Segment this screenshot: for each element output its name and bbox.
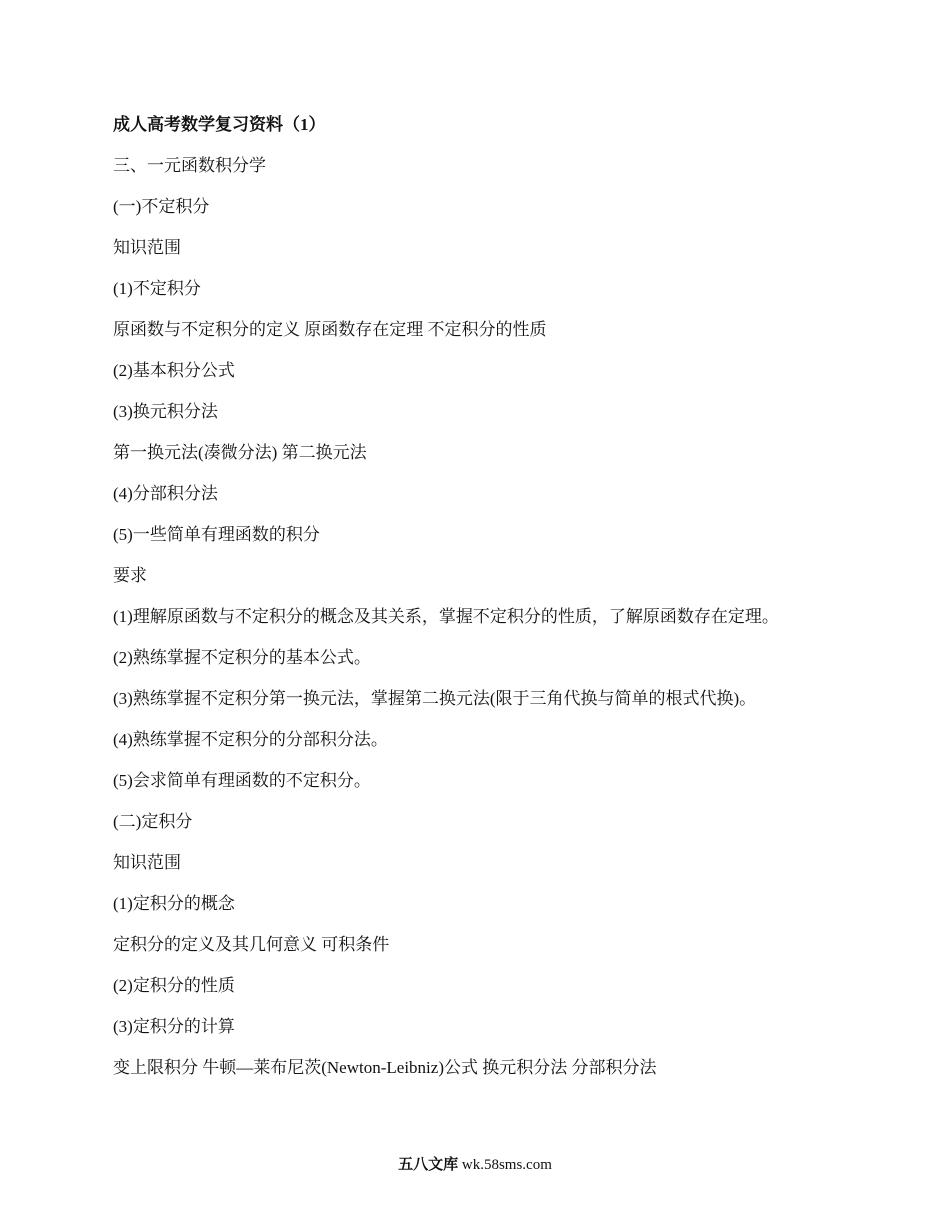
text-line: 变上限积分 牛顿—莱布尼茨(Newton-Leibniz)公式 换元积分法 分部积分法 <box>113 1058 657 1077</box>
text-line: (1)定积分的概念 <box>113 894 235 913</box>
text-line: 第一换元法(凑微分法) 第二换元法 <box>113 443 367 462</box>
footer-brand: 五八文库 <box>398 1157 459 1173</box>
section-heading: 三、一元函数积分学 <box>113 156 266 175</box>
subsection-heading: (二)定积分 <box>113 812 193 831</box>
text-line: 知识范围 <box>113 853 181 872</box>
text-line: 要求 <box>113 566 147 585</box>
subsection-heading: (一)不定积分 <box>113 197 210 216</box>
text-line: 定积分的定义及其几何意义 可积条件 <box>113 935 390 954</box>
text-line: (2)定积分的性质 <box>113 976 235 995</box>
text-line: (3)换元积分法 <box>113 402 218 421</box>
text-line: (3)熟练掌握不定积分第一换元法，掌握第二换元法(限于三角代换与简单的根式代换)。 <box>113 689 757 708</box>
document-title: 成人高考数学复习资料（1） <box>113 115 326 134</box>
page-footer <box>0 1153 950 1177</box>
text-line: (3)定积分的计算 <box>113 1017 235 1036</box>
text-line: (5)会求简单有理函数的不定积分。 <box>113 771 371 790</box>
text-line: (4)分部积分法 <box>113 484 218 503</box>
text-line: (2)基本积分公式 <box>113 361 235 380</box>
text-line: (1)理解原函数与不定积分的概念及其关系，掌握不定积分的性质，了解原函数存在定理。 <box>113 607 779 626</box>
text-line: (2)熟练掌握不定积分的基本公式。 <box>113 648 371 667</box>
footer-url[interactable]: wk.58sms.com <box>461 1157 552 1173</box>
text-line: (4)熟练掌握不定积分的分部积分法。 <box>113 730 388 749</box>
text-line: 原函数与不定积分的定义 原函数存在定理 不定积分的性质 <box>113 320 547 339</box>
text-line: (1)不定积分 <box>113 279 201 298</box>
text-line: 知识范围 <box>113 238 181 257</box>
text-line: (5)一些简单有理函数的积分 <box>113 525 320 544</box>
document-body <box>113 108 873 1092</box>
